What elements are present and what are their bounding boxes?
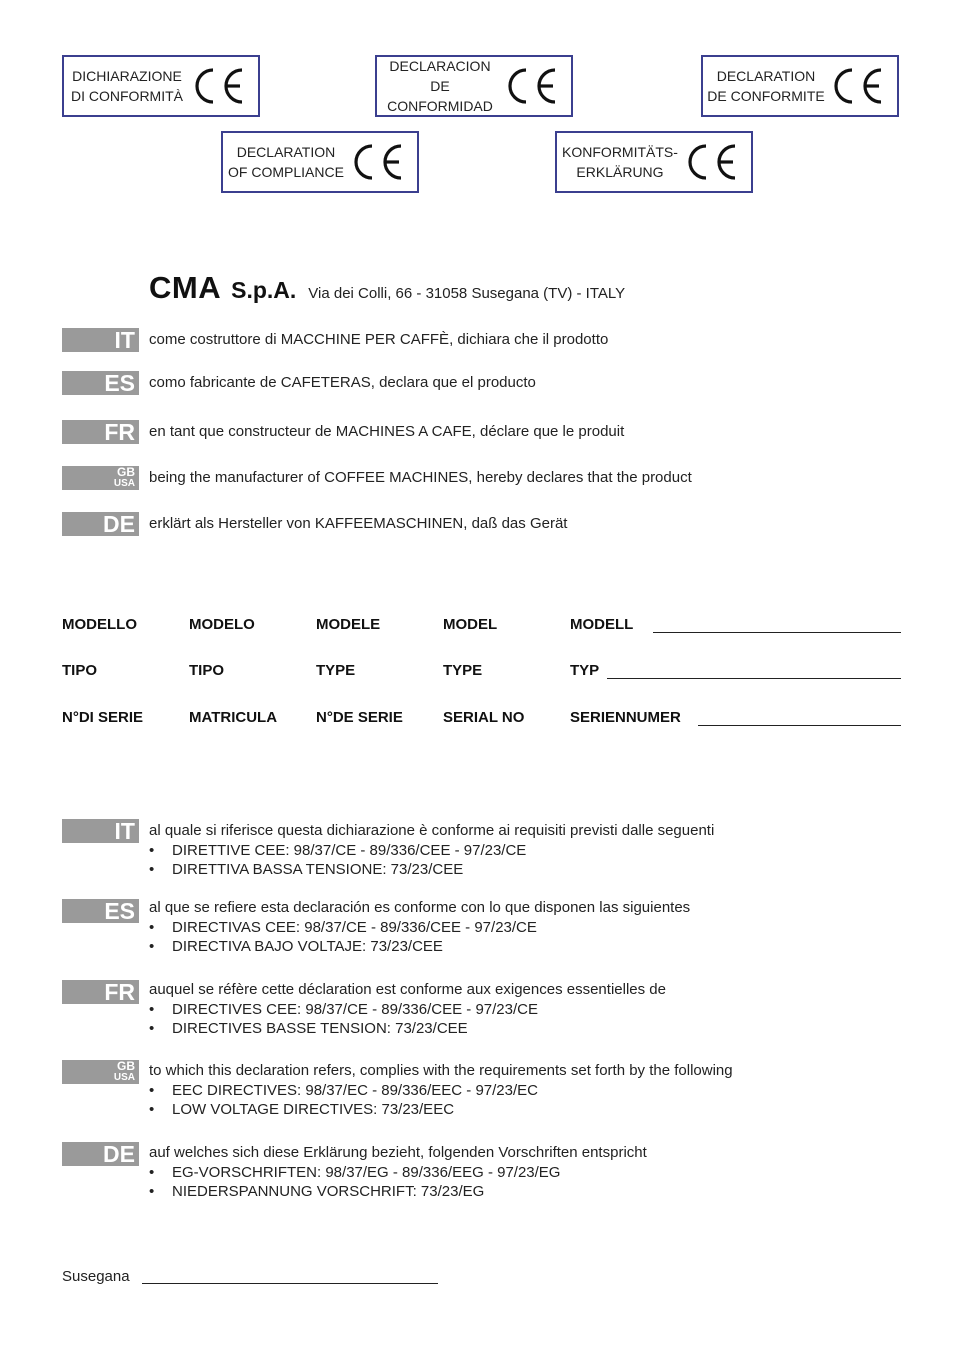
ce-box-es [375, 55, 573, 117]
ce-mark-icon [186, 64, 250, 108]
manufacturer-line-fr: en tant que constructeur de MACHINES A CAFE, déclare que le produit [149, 423, 625, 440]
model-input-line[interactable] [653, 616, 901, 633]
manufacturer-line-es: como fabricante de CAFETERAS, declara que el producto [149, 374, 536, 391]
model-label-gb: MODEL [443, 616, 498, 633]
type-label-gb: TYPE [443, 662, 483, 679]
company-name: CMA [149, 270, 222, 305]
ce-box-gb [221, 131, 419, 193]
lang-badge-it: IT [62, 819, 139, 843]
lang-badge-gb: GB USA [62, 466, 139, 490]
directive-item: • EEC DIRECTIVES: 98/37/EC - 89/336/EEC - 97/23/EC [149, 1081, 538, 1099]
ce-box-title: KONFORMITÄTS- ERKLÄRUNG [562, 144, 678, 180]
directive-item: • DIRECTIVA BAJO VOLTAJE: 73/23/CEE [149, 938, 443, 955]
serial-label-it: N°DI SERIE [62, 709, 144, 726]
serial-input-line[interactable] [698, 709, 901, 726]
model-label-es: MODELO [189, 616, 255, 633]
directive-intro: auquel se réfère cette déclaration est conforme aux exigences essentielles de [149, 981, 666, 998]
model-label-de: MODELL [570, 616, 634, 633]
company-header [149, 270, 625, 306]
type-label-fr: TYPE [316, 662, 356, 679]
directive-item: • EG-VORSCHRIFTEN: 98/37/EG - 89/336/EEG - 97/23/EG [149, 1163, 561, 1181]
manufacturer-line-it: come costruttore di MACCHINE PER CAFFÈ, dichiara che il prodotto [149, 331, 609, 348]
lang-badge-fr: FR [62, 420, 139, 444]
lang-badge-it: IT [62, 328, 139, 352]
lang-badge-es: ES [62, 899, 139, 923]
manufacturer-line-de: erklärt als Hersteller von KAFFEEMASCHINEN, daß das Gerät [149, 515, 568, 532]
ce-mark-icon [499, 64, 563, 108]
ce-mark-icon [345, 140, 409, 184]
ce-box-title: DECLARACION DE CONFORMIDAD [387, 58, 493, 114]
manufacturer-line-gb: being the manufacturer of COFFEE MACHINES, hereby declares that the product [149, 469, 692, 486]
ce-box-fr [701, 55, 899, 117]
directive-block-de [149, 1143, 647, 1202]
ce-box-it [62, 55, 260, 117]
lang-badge-fr: FR [62, 980, 139, 1004]
lang-badge-de: DE [62, 512, 139, 536]
directive-item: • DIRECTIVES BASSE TENSION: 73/23/CEE [149, 1020, 468, 1037]
type-row [62, 662, 902, 682]
serial-label-es: MATRICULA [189, 709, 278, 726]
directive-item: • DIRECTIVAS CEE: 98/37/CE - 89/336/CEE - 97/23/CE [149, 918, 537, 936]
lang-badge-gb: GB USA [62, 1060, 139, 1084]
model-row [62, 616, 902, 636]
company-address: Via dei Colli, 66 - 31058 Susegana (TV) - ITALY [308, 285, 626, 302]
directive-block-it [149, 821, 714, 880]
directive-intro: al que se refiere esta declaración es conforme con lo que disponen las siguientes [149, 899, 691, 916]
serial-label-de: SERIENNUMER [570, 709, 681, 726]
model-label-it: MODELLO [62, 616, 137, 633]
ce-mark-icon [679, 140, 743, 184]
directive-block-es [149, 898, 690, 957]
type-label-de: TYP [570, 662, 600, 679]
ce-box-title: DECLARATION DE CONFORMITE [707, 68, 825, 104]
serial-label-fr: N°DE SERIE [316, 709, 403, 726]
directive-item: • LOW VOLTAGE DIRECTIVES: 73/23/EEC [149, 1101, 455, 1118]
directive-block-gb [149, 1061, 733, 1120]
lang-badge-es: ES [62, 371, 139, 395]
signature-place: Susegana [62, 1268, 130, 1285]
lang-badge-de: DE [62, 1142, 139, 1166]
ce-box-title: DICHIARAZIONE DI CONFORMITÀ [71, 68, 183, 104]
ce-box-title: DECLARATION OF COMPLIANCE [228, 144, 344, 180]
directive-item: • DIRETTIVE CEE: 98/37/CE - 89/336/CEE - 97/23/CE [149, 841, 527, 859]
model-label-fr: MODELE [316, 616, 381, 633]
type-label-es: TIPO [189, 662, 225, 679]
serial-row [62, 709, 902, 729]
ce-box-de [555, 131, 753, 193]
directive-block-fr [149, 980, 666, 1039]
directive-item: • DIRECTIVES CEE: 98/37/CE - 89/336/CEE - 97/23/CE [149, 1000, 538, 1018]
directive-item: • NIEDERSPANNUNG VORSCHRIFT: 73/23/EG [149, 1183, 485, 1200]
type-input-line[interactable] [607, 662, 901, 679]
directive-intro: auf welches sich diese Erklärung bezieht, folgenden Vorschriften entspricht [149, 1144, 647, 1161]
company-suffix: S.p.A. [231, 277, 297, 303]
directive-intro: to which this declaration refers, complies with the requirements set forth by the following [149, 1062, 733, 1079]
directive-intro: al quale si riferisce questa dichiarazione è conforme ai requisiti previsti dalle seguenti [149, 822, 715, 839]
type-label-it: TIPO [62, 662, 98, 679]
directive-item: • DIRETTIVA BASSA TENSIONE: 73/23/CEE [149, 861, 464, 878]
signature-date-line[interactable] [142, 1283, 438, 1284]
ce-mark-icon [825, 64, 889, 108]
serial-label-gb: SERIAL NO [443, 709, 525, 726]
